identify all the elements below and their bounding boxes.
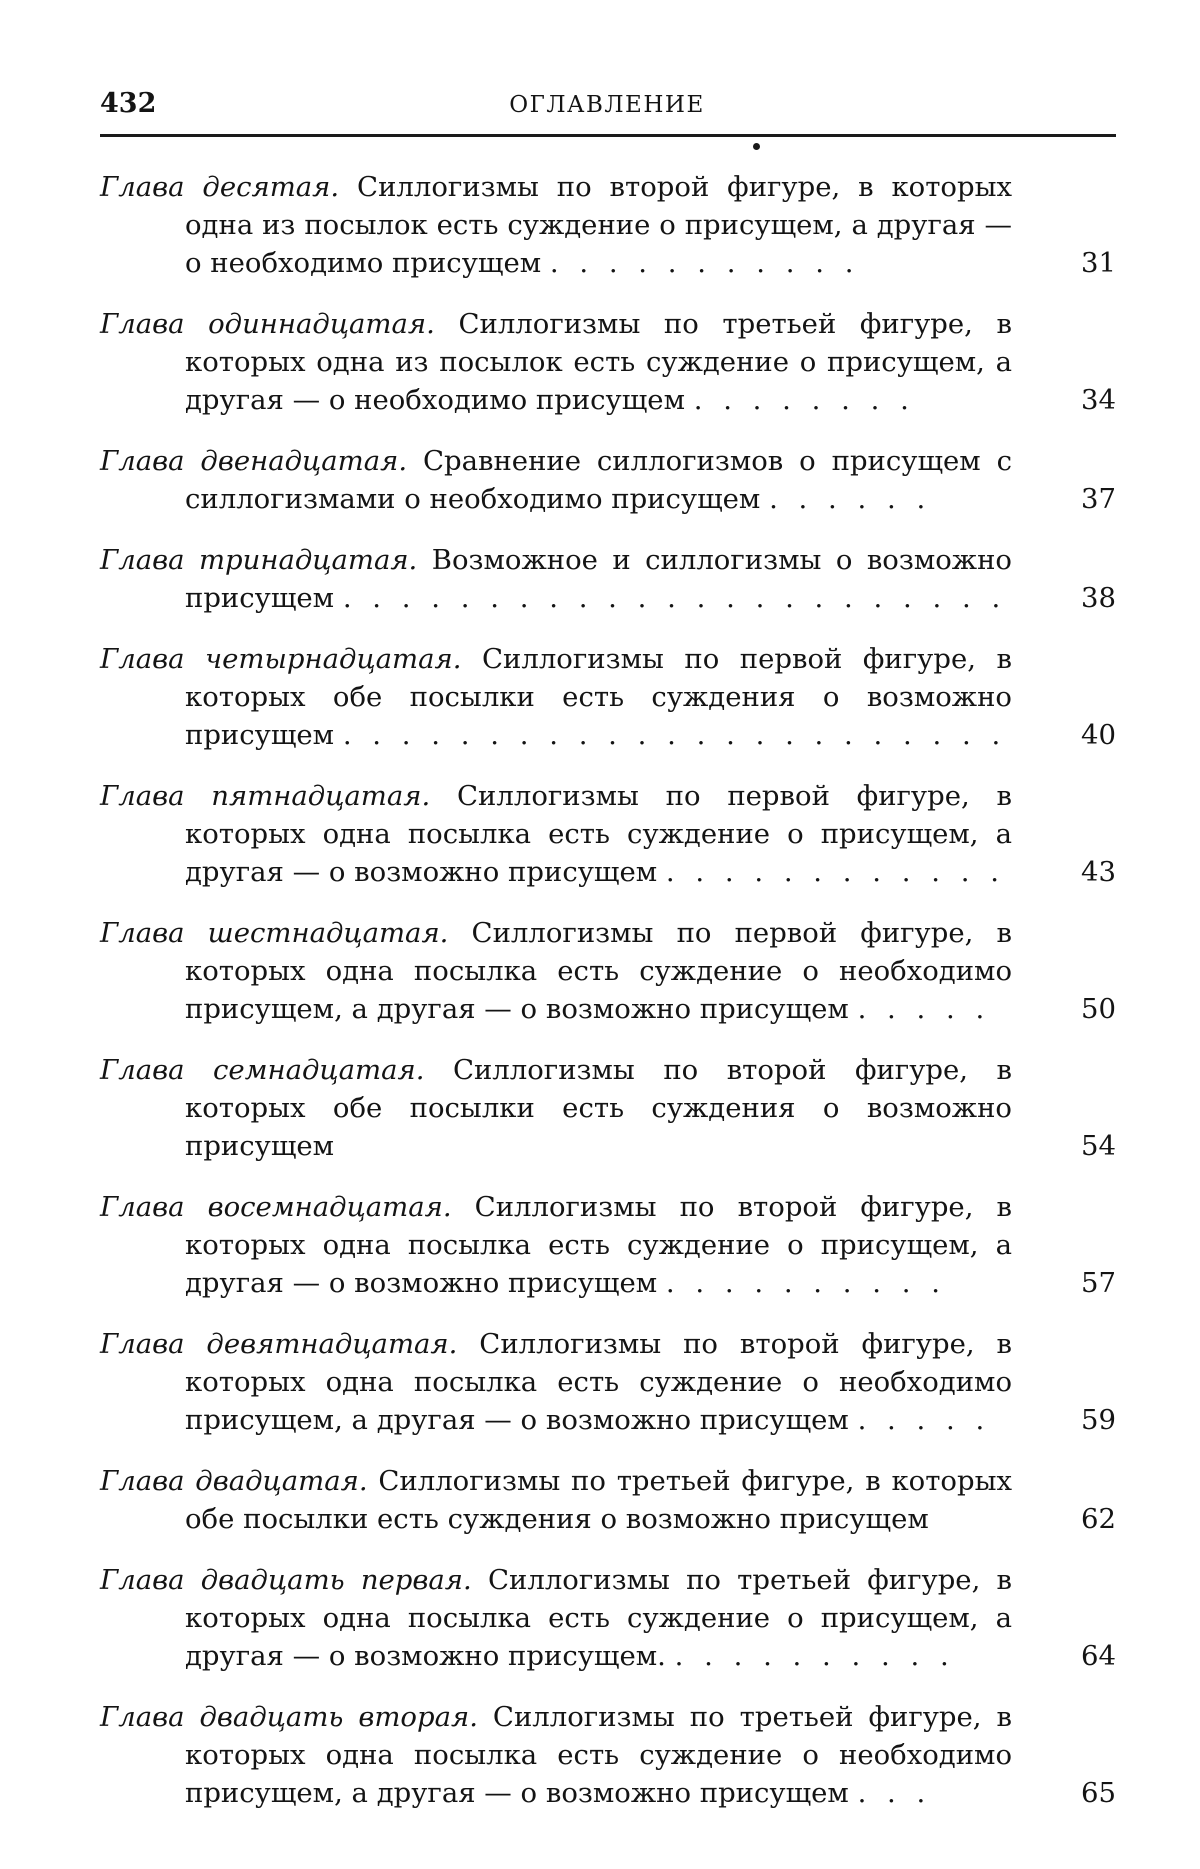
chapter-label: Глава четырнадцатая. [100, 643, 462, 675]
page-header [100, 82, 1114, 130]
chapter-title: Силлогизмы по второй фигуре, в которых одна из посылок есть суждение о присущем, а другая — о необходимо присущем [185, 171, 1012, 279]
toc-page-number: 65 [1081, 1777, 1116, 1809]
chapter-title: Силлогизмы по третьей фигуре, в которых одна из посылок есть суждение о присущем, а другая — о необходимо присущем [185, 308, 1012, 416]
chapter-label: Глава тринадцатая. [100, 544, 418, 576]
toc-entry [100, 1188, 1116, 1302]
toc-entry-text [100, 305, 1012, 419]
toc-entry [100, 1051, 1116, 1165]
chapter-label: Глава двадцать первая. [100, 1564, 472, 1596]
chapter-title: Силлогизмы по первой фигуре, в которых одна посылка есть суждение о присущем, а другая — о возможно присущем [185, 780, 1012, 888]
toc-entry [100, 1325, 1116, 1439]
dot-leader: . . . . . . . . . . [665, 1267, 946, 1299]
toc-entry [100, 1561, 1116, 1675]
chapter-title: Силлогизмы по первой фигуре, в которых одна посылка есть суждение о необходимо присущем, а другая — о возможно присущем [185, 917, 1012, 1025]
chapter-title: Силлогизмы по второй фигуре, в которых обе посылки есть суждения о возможно присущем [185, 1054, 1012, 1162]
toc-entry-text [100, 914, 1012, 1028]
toc-entry-text [100, 1462, 1012, 1538]
toc-entry-text [100, 1698, 1012, 1812]
toc-entry-text [100, 442, 1012, 518]
toc-entry [100, 1698, 1116, 1812]
toc-entry-text [100, 1188, 1012, 1302]
toc-entry [100, 168, 1116, 282]
toc-entry-text [100, 1325, 1012, 1439]
toc-entry-text [100, 1561, 1012, 1675]
toc-page-number: 62 [1081, 1503, 1116, 1535]
toc-page-number: 57 [1081, 1267, 1116, 1299]
toc-entry-text [100, 1051, 1012, 1165]
dot-leader: . . . . . [857, 993, 991, 1025]
chapter-title: Сравнение силлогизмов о присущем с силлогизмами о необходимо присущем [185, 445, 1012, 515]
toc-entry-text [100, 541, 1012, 617]
chapter-label: Глава двадцать вторая. [100, 1701, 478, 1733]
dot-leader: . . . . . [857, 1404, 991, 1436]
toc-page-number: 37 [1081, 483, 1116, 515]
chapter-title: Силлогизмы по первой фигуре, в которых обе посылки есть суждения о возможно присущем [185, 643, 1012, 751]
chapter-label: Глава восемнадцатая. [100, 1191, 452, 1223]
toc-entry [100, 442, 1116, 518]
chapter-title: Силлогизмы по второй фигуре, в которых одна посылка есть суждение о необходимо присущем, а другая — о возможно присущем [185, 1328, 1012, 1436]
toc-entry [100, 777, 1116, 891]
chapter-label: Глава десятая. [100, 171, 340, 203]
toc-page-number: 43 [1081, 856, 1116, 888]
chapter-label: Глава семнадцатая. [100, 1054, 425, 1086]
dot-leader: . . . . . . . . . . [674, 1640, 955, 1672]
dot-leader: . . . . . . [769, 483, 932, 515]
toc-page-number: 54 [1081, 1130, 1116, 1162]
chapter-label: Глава двенадцатая. [100, 445, 408, 477]
toc-page-number: 34 [1081, 384, 1116, 416]
toc-page-number: 31 [1081, 247, 1116, 279]
dot-leader: . . . [857, 1777, 932, 1809]
toc-entry-text [100, 777, 1012, 891]
toc-entry [100, 914, 1116, 1028]
chapter-title: Силлогизмы по третьей фигуре, в которых одна посылка есть суждение о необходимо присущем, а другая — о возможно присущем [185, 1701, 1012, 1809]
chapter-label: Глава двадцатая. [100, 1465, 368, 1497]
toc-page-number: 50 [1081, 993, 1116, 1025]
toc-entry-text [100, 168, 1012, 282]
chapter-title: Силлогизмы по третьей фигуре, в которых обе посылки есть суждения о возможно присущем [185, 1465, 1012, 1535]
dot-leader: . . . . . . . . . . . . . . . . . . . . . . . [342, 582, 1007, 614]
header-dot-mark [753, 143, 760, 150]
chapter-label: Глава шестнадцатая. [100, 917, 449, 949]
toc-entry [100, 305, 1116, 419]
chapter-label: Глава одиннадцатая. [100, 308, 435, 340]
toc-entry-text [100, 640, 1012, 754]
toc-page-number: 38 [1081, 582, 1116, 614]
dot-leader: . . . . . . . . [693, 384, 915, 416]
chapter-title: Силлогизмы по третьей фигуре, в которых одна посылка есть суждение о присущем, а другая — о возможно присущем. [185, 1564, 1012, 1672]
dot-leader: . . . . . . . . . . . [549, 247, 860, 279]
toc-page-number: 40 [1081, 719, 1116, 751]
page-number: 432 [100, 88, 157, 119]
toc-page-number: 64 [1081, 1640, 1116, 1672]
table-of-contents [100, 168, 1116, 1835]
toc-entry [100, 640, 1116, 754]
header-rule [100, 134, 1116, 137]
toc-page-number: 59 [1081, 1404, 1116, 1436]
chapter-title: Силлогизмы по второй фигуре, в которых одна посылка есть суждение о присущем, а другая — о возможно присущем [185, 1191, 1012, 1299]
running-head-title: ОГЛАВЛЕНИЕ [509, 92, 705, 118]
toc-entry [100, 541, 1116, 617]
toc-entry [100, 1462, 1116, 1538]
dot-leader: . . . . . . . . . . . . . . . . . . . . . . . [342, 719, 1007, 751]
chapter-title: Возможное и силлогизмы о возможно присущем [185, 544, 1012, 614]
chapter-label: Глава девятнадцатая. [100, 1328, 458, 1360]
chapter-label: Глава пятнадцатая. [100, 780, 431, 812]
dot-leader: . . . . . . . . . . . . [665, 856, 1005, 888]
